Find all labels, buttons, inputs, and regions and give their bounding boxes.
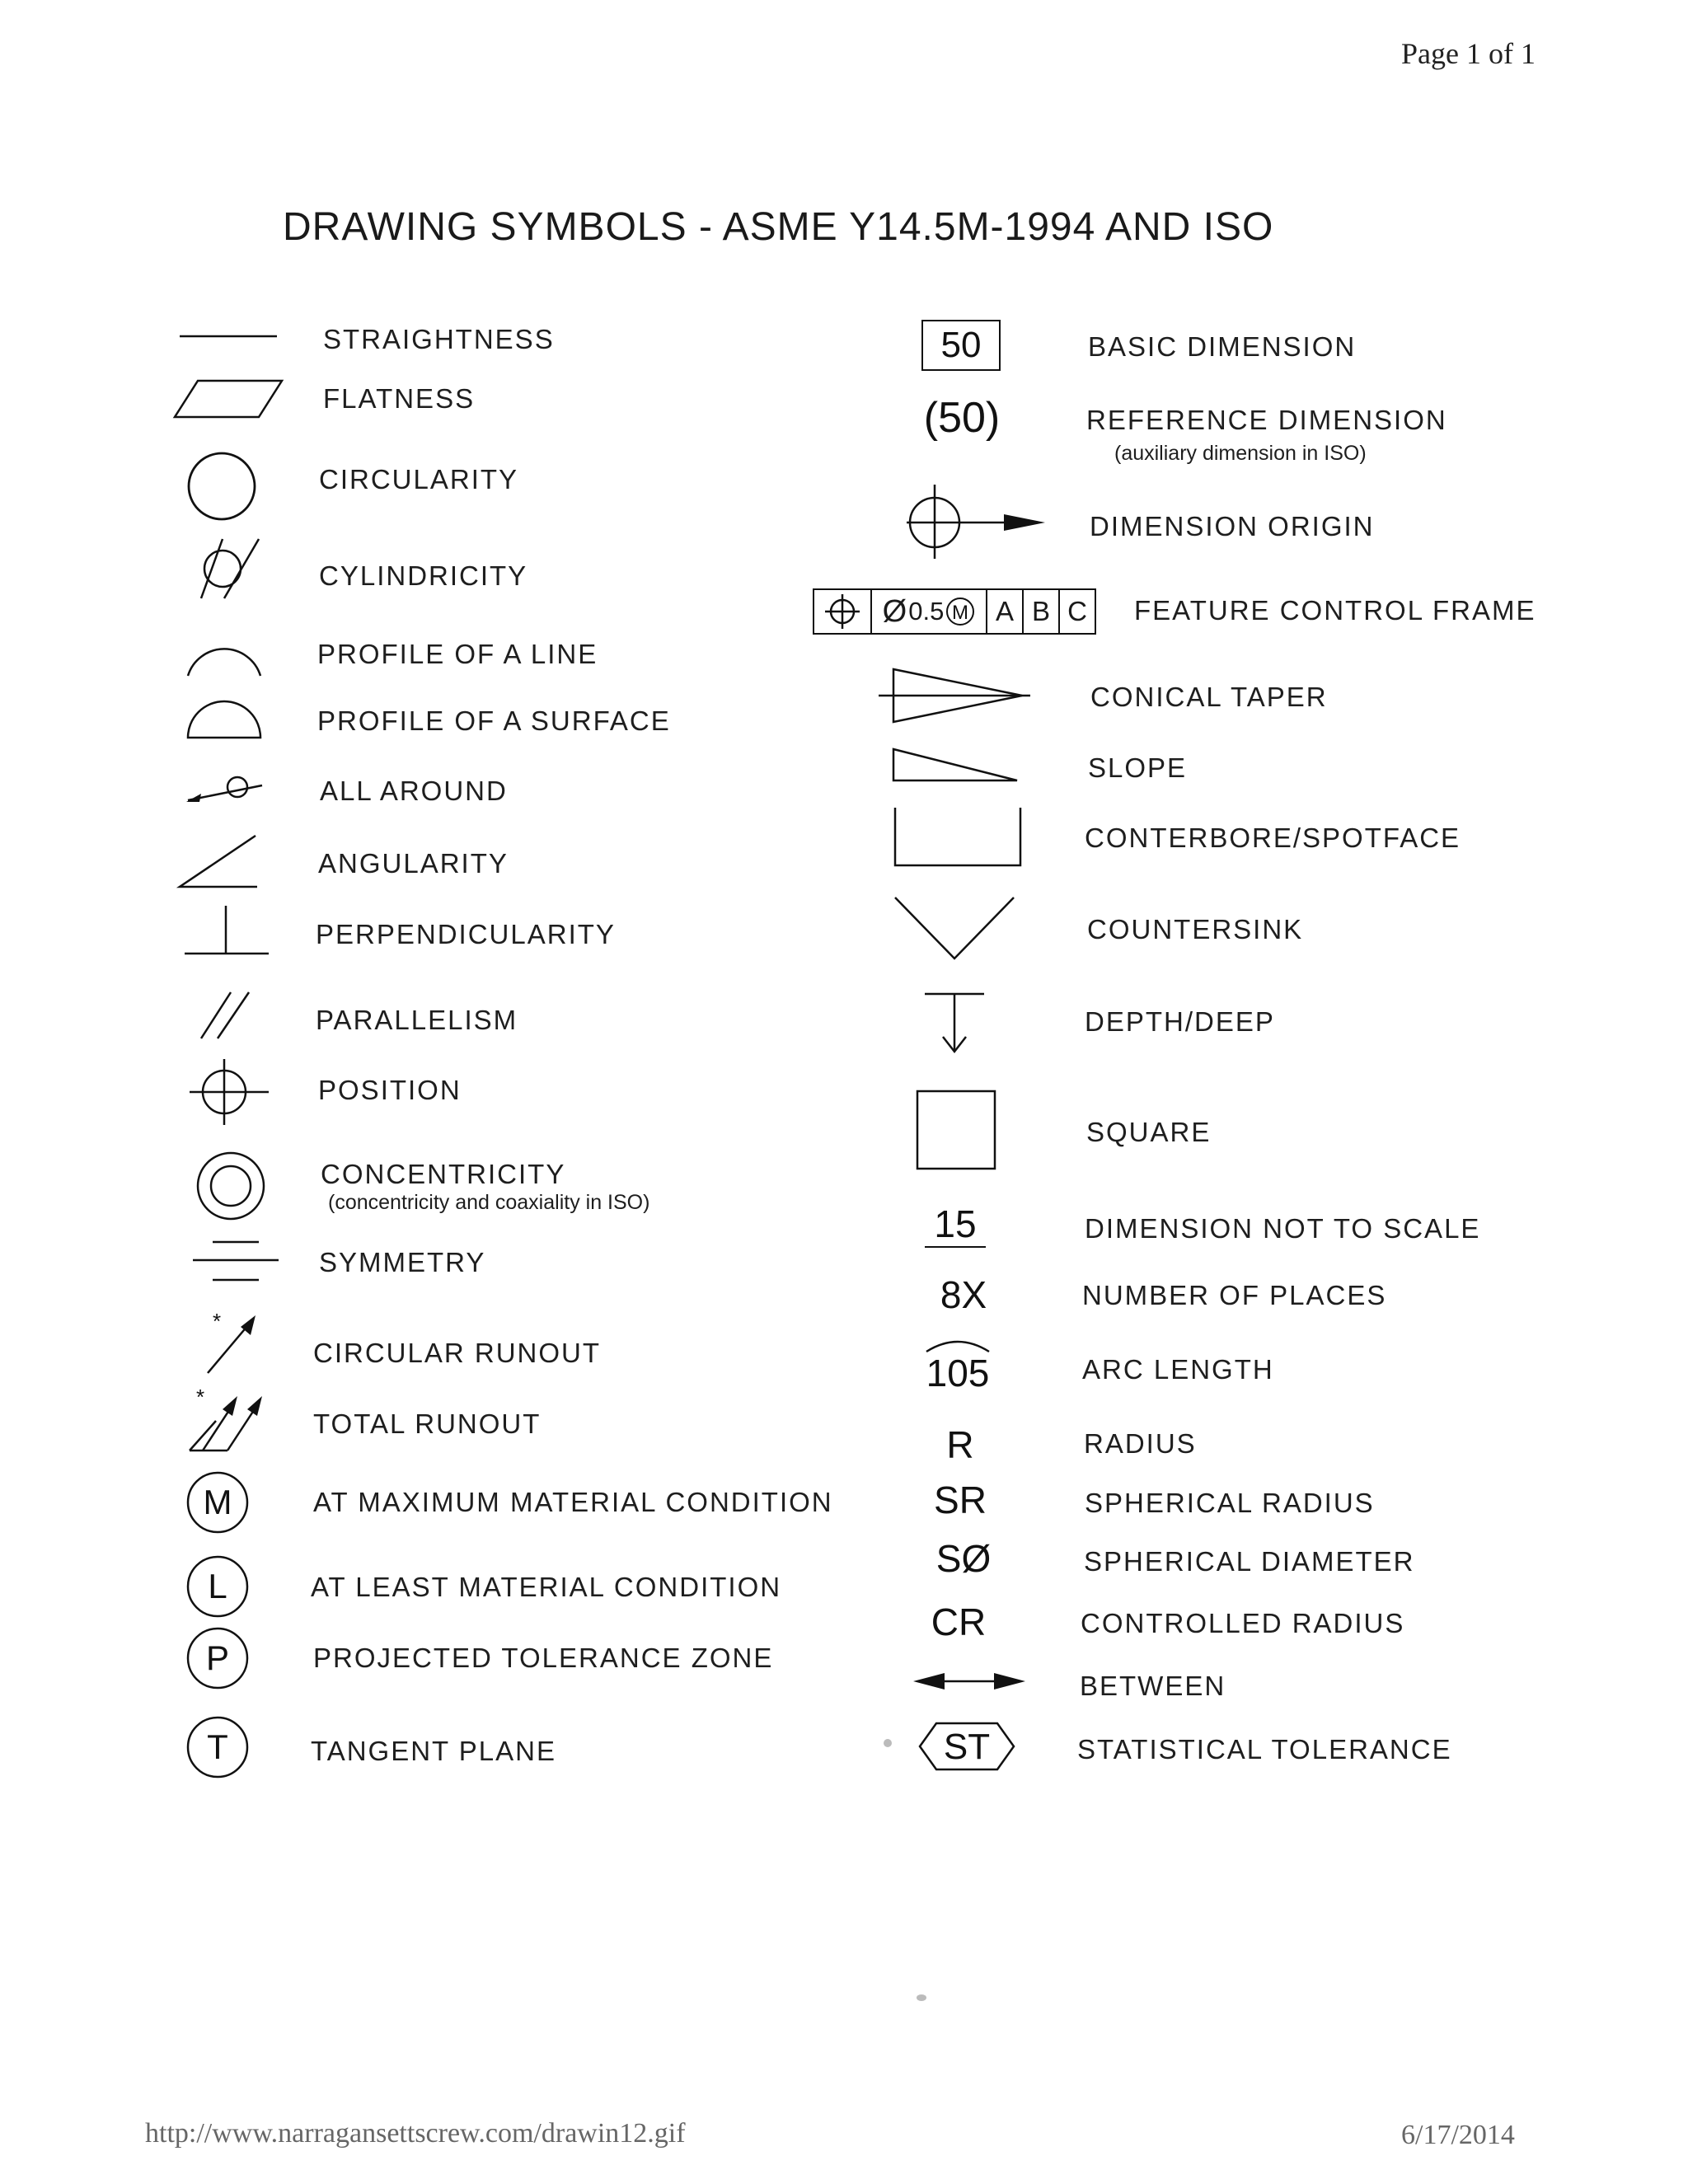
feature-control-frame-icon [813,588,1096,635]
conical-taper-icon [877,666,1032,727]
label-circular-runout: CIRCULAR RUNOUT [313,1338,602,1368]
slope-icon [892,748,1020,784]
circularity-icon [185,449,259,523]
label-between: BETWEEN [1080,1671,1226,1701]
svg-text:P: P [205,1638,230,1677]
label-arc-length: ARC LENGTH [1082,1354,1274,1385]
label-concentricity: CONCENTRICITY [321,1159,566,1189]
page-number: Page 1 of 1 [1401,37,1536,70]
label-perpendicularity: PERPENDICULARITY [316,919,616,949]
scan-speck [917,1994,926,2001]
fcf-position-cell [814,590,872,633]
footer-date: 6/17/2014 [1401,2120,1515,2150]
all-around-icon [183,771,265,807]
controlled-radius-icon: CR [931,1601,987,1643]
svg-text:ST: ST [943,1727,991,1767]
label-symmetry: SYMMETRY [319,1247,486,1277]
countersink-icon [892,894,1017,962]
symmetry-icon [191,1239,280,1283]
circular-runout-icon [198,1310,264,1376]
reference-dimension-icon: (50) [923,394,1001,442]
position-icon [823,593,861,630]
page-title: DRAWING SYMBOLS - ASME Y14.5M-1994 AND ISO [283,205,1274,249]
basic-dimension-icon: 50 [921,320,1001,371]
cylindricity-icon [183,536,265,602]
svg-text:M: M [203,1483,232,1521]
parallelism-icon [198,989,256,1042]
sublabel-reference-dimension: (auxiliary dimension in ISO) [1114,442,1367,465]
flatness-icon [173,377,284,420]
label-controlled-radius: CONTROLLED RADIUS [1081,1608,1405,1638]
angularity-icon [176,832,259,890]
spherical-diameter-icon: SØ [935,1537,992,1580]
lmc-icon [185,1554,251,1619]
statistical-tolerance-icon [918,1720,1015,1773]
number-of-places-icon: 8X [940,1273,987,1316]
label-square: SQUARE [1086,1117,1212,1147]
fcf-tolerance-value: 0.5 [908,597,945,626]
concentricity-icon [193,1148,269,1224]
sublabel-concentricity: (concentricity and coaxiality in ISO) [328,1191,650,1214]
label-circularity: CIRCULARITY [319,464,519,494]
arc-length-value: 105 [926,1352,990,1394]
svg-text:*: * [213,1309,222,1333]
fcf-datum-c: C [1067,596,1087,626]
diameter-icon: Ø [882,593,907,629]
mmc-icon [185,1469,251,1535]
label-total-runout: TOTAL RUNOUT [313,1408,542,1439]
svg-text:T: T [207,1727,228,1766]
label-depth: DEPTH/DEEP [1085,1006,1275,1037]
svg-text:L: L [208,1567,227,1605]
profile-line-icon [183,633,265,679]
fcf-datum-a: A [987,590,1024,633]
position-icon [186,1057,272,1127]
label-tangent-plane: TANGENT PLANE [311,1736,557,1766]
projected-zone-icon [185,1625,251,1691]
label-straightness: STRAIGHTNESS [323,324,555,354]
label-spherical-diameter: SPHERICAL DIAMETER [1084,1546,1415,1577]
dimension-origin-icon [903,483,1048,560]
label-profile-line: PROFILE OF A LINE [317,639,598,669]
not-to-scale-icon: 15 [925,1205,986,1248]
label-angularity: ANGULARITY [318,848,509,879]
perpendicularity-icon [181,904,272,957]
label-basic-dimension: BASIC DIMENSION [1088,331,1357,362]
square-icon [915,1089,997,1171]
label-reference-dimension: REFERENCE DIMENSION [1086,405,1447,435]
label-spherical-radius: SPHERICAL RADIUS [1085,1488,1375,1518]
label-statistical-tolerance: STATISTICAL TOLERANCE [1077,1734,1452,1765]
counterbore-icon [892,806,1024,869]
label-counterbore: CONTERBORE/SPOTFACE [1085,823,1461,853]
label-radius: RADIUS [1084,1428,1197,1459]
label-feature-control-frame: FEATURE CONTROL FRAME [1134,595,1536,626]
tangent-plane-icon [185,1714,251,1780]
between-icon [912,1669,1027,1694]
label-cylindricity: CYLINDRICITY [319,560,528,591]
label-parallelism: PARALLELISM [316,1005,518,1035]
label-conical-taper: CONICAL TAPER [1090,682,1328,712]
spherical-radius-icon: SR [934,1479,987,1521]
fcf-tolerance-cell [872,590,987,633]
fcf-datum-b: B [1024,590,1060,633]
label-projected-zone: PROJECTED TOLERANCE ZONE [313,1643,774,1673]
label-mmc: AT MAXIMUM MATERIAL CONDITION [313,1487,833,1517]
label-dimension-origin: DIMENSION ORIGIN [1090,511,1375,541]
label-position: POSITION [318,1075,462,1105]
straightness-icon [180,328,279,344]
radius-icon: R [946,1423,974,1466]
label-profile-surface: PROFILE OF A SURFACE [317,705,671,736]
scan-speck [884,1739,892,1747]
footer-url: http://www.narragansettscrew.com/drawin12.gif [145,2118,686,2149]
profile-surface-icon [183,696,265,743]
svg-text:*: * [196,1385,205,1409]
mmc-modifier-icon [945,597,975,626]
label-all-around: ALL AROUND [320,776,508,806]
depth-icon [921,991,987,1055]
label-slope: SLOPE [1088,752,1188,783]
label-countersink: COUNTERSINK [1087,914,1304,944]
label-number-of-places: NUMBER OF PLACES [1082,1280,1387,1310]
label-flatness: FLATNESS [323,383,476,414]
arc-length-icon [923,1337,992,1353]
total-runout-icon [188,1385,270,1454]
label-not-to-scale: DIMENSION NOT TO SCALE [1085,1213,1481,1244]
svg-text:M: M [952,602,969,624]
label-lmc: AT LEAST MATERIAL CONDITION [311,1572,782,1602]
